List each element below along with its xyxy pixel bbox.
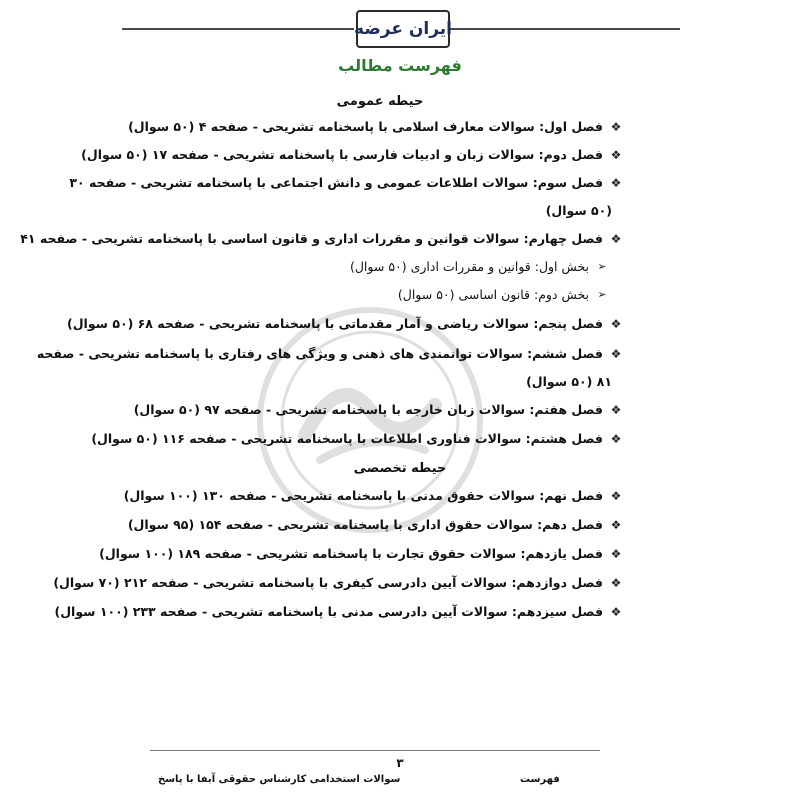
toc-entry-1[interactable] [128, 119, 622, 134]
toc-entry-2[interactable] [81, 147, 622, 162]
toc-entry-text: فصل هفتم: سوالات زبان خارجه با پاسخنامه تشریحی - صفحه ۹۷ (۵۰ سوال) [133, 402, 603, 417]
logo-text: ایران عرضه [354, 19, 452, 39]
toc-entry-13[interactable] [54, 604, 622, 619]
toc-entry-10[interactable] [128, 517, 622, 532]
toc-entry-12[interactable] [53, 575, 622, 590]
diamond-bullet-icon: ❖ [610, 546, 622, 561]
toc-title: فهرست مطالب [338, 56, 462, 75]
diamond-bullet-icon: ❖ [610, 175, 622, 190]
toc-entry-text: فصل دوازدهم: سوالات آیین دادرسی کیفری با پاسخنامه تشریحی - صفحه ۲۱۲ (۷۰ سوال) [53, 575, 603, 590]
toc-entry-text: فصل نهم: سوالات حقوق مدنی با پاسخنامه تشریحی - صفحه ۱۳۰ (۱۰۰ سوال) [123, 488, 603, 503]
toc-entry-9[interactable] [124, 488, 622, 503]
toc-entry-3[interactable] [69, 175, 622, 190]
diamond-bullet-icon: ❖ [610, 147, 622, 162]
toc-entry-text: فصل پنجم: سوالات ریاضی و آمار مقدماتی با پاسخنامه تشریحی - صفحه ۶۸ (۵۰ سوال) [66, 316, 603, 331]
toc-entry-text: فصل دهم: سوالات حقوق اداری با پاسخنامه تشریحی - صفحه ۱۵۴ (۹۵ سوال) [127, 517, 603, 532]
diamond-bullet-icon: ❖ [610, 575, 622, 590]
toc-entry-7[interactable] [134, 402, 622, 417]
toc-subentry-2[interactable] [398, 287, 608, 302]
section-heading-specialized: حیطه تخصصی [353, 461, 447, 476]
toc-entry-8[interactable] [91, 431, 622, 446]
diamond-bullet-icon: ❖ [610, 346, 622, 361]
footer-rule [150, 750, 600, 751]
arrowhead-bullet-icon: ➢ [597, 288, 607, 301]
diamond-bullet-icon: ❖ [610, 431, 622, 446]
toc-entry-text: فصل ششم: سوالات توانمندی های ذهنی و ویژگی های رفتاری با پاسخنامه تشریحی - صفحه [36, 346, 603, 361]
toc-entry-11[interactable] [99, 546, 622, 561]
toc-entry-6-continuation: ۸۱ (۵۰ سوال) [526, 374, 612, 389]
toc-entry-text: فصل هشتم: سوالات فناوری اطلاعات با پاسخنامه تشریحی - صفحه ۱۱۶ (۵۰ سوال) [91, 431, 603, 446]
diamond-bullet-icon: ❖ [610, 488, 622, 503]
diamond-bullet-icon: ❖ [610, 231, 622, 246]
diamond-bullet-icon: ❖ [610, 316, 622, 331]
diamond-bullet-icon: ❖ [610, 119, 622, 134]
section-heading-general: حیطه عمومی [336, 94, 424, 109]
toc-entry-text: فصل اول: سوالات معارف اسلامی با پاسخنامه تشریحی - صفحه ۴ (۵۰ سوال) [128, 119, 603, 134]
toc-subentry-text: بخش دوم: قانون اساسی (۵۰ سوال) [397, 287, 589, 302]
page-number: ۳ [396, 756, 404, 770]
toc-entry-text: فصل سوم: سوالات اطلاعات عمومی و دانش اجتماعی با پاسخنامه تشریحی - صفحه ۳۰ [69, 175, 603, 190]
toc-subentry-1[interactable] [350, 259, 608, 274]
toc-entry-3-continuation: (۵۰ سوال) [545, 203, 612, 218]
toc-entry-text: فصل دوم: سوالات زبان و ادبیات فارسی با پاسخنامه تشریحی - صفحه ۱۷ (۵۰ سوال) [81, 147, 603, 162]
toc-entry-text: فصل چهارم: سوالات قوانین و مقررات اداری و قانون اساسی با پاسخنامه تشریحی - صفحه ۴۱ [20, 231, 603, 246]
toc-entry-5[interactable] [67, 316, 622, 331]
toc-entry-text: فصل یازدهم: سوالات حقوق تجارت با پاسخنامه تشریحی - صفحه ۱۸۹ (۱۰۰ سوال) [99, 546, 603, 561]
toc-entry-6[interactable] [37, 346, 622, 361]
toc-entry-4[interactable] [20, 231, 622, 246]
toc-subentry-text: بخش اول: قوانین و مقررات اداری (۵۰ سوال) [349, 259, 589, 274]
diamond-bullet-icon: ❖ [610, 517, 622, 532]
arrowhead-bullet-icon: ➢ [597, 260, 607, 273]
diamond-bullet-icon: ❖ [610, 402, 622, 417]
diamond-bullet-icon: ❖ [610, 604, 622, 619]
footer-section-label: فهرست [520, 774, 560, 785]
toc-entry-text: فصل سیزدهم: سوالات آیین دادرسی مدنی با پاسخنامه تشریحی - صفحه ۲۳۳ (۱۰۰ سوال) [54, 604, 603, 619]
footer-book-title: سوالات استخدامی کارشناس حقوقی آبفا با پاسخ [158, 774, 401, 785]
